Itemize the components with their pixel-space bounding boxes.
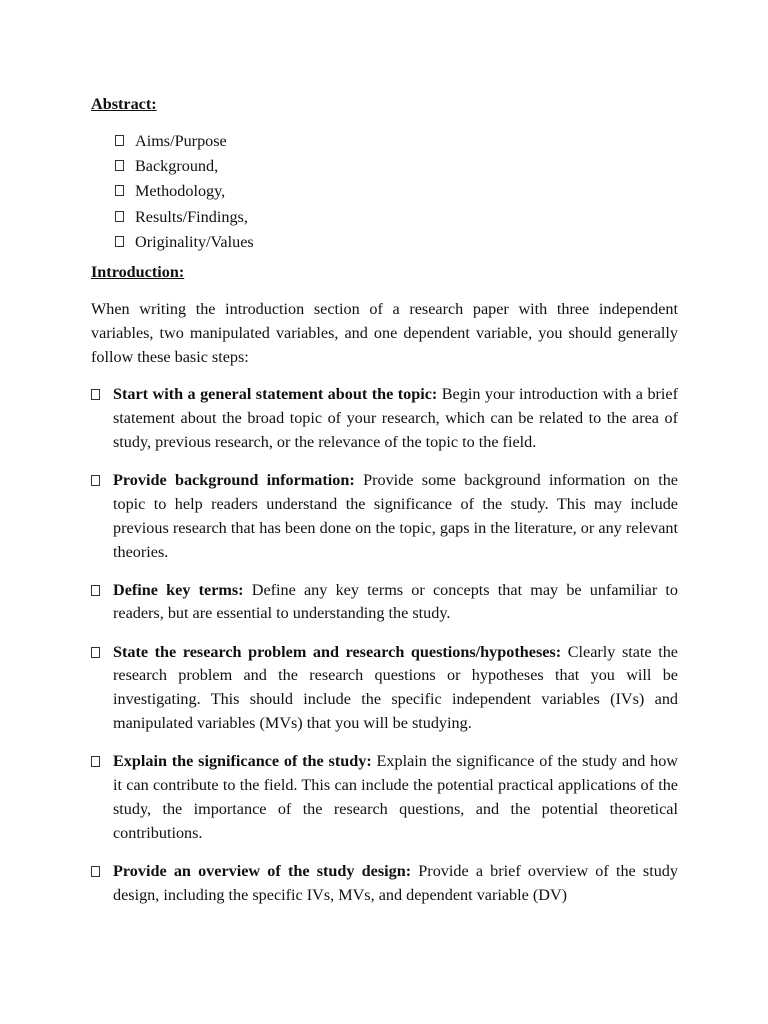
step-item (91, 641, 678, 736)
step-text: Provide a brief overview of the study design, including the specific IVs, MVs, and dependent variable (DV) (113, 861, 678, 904)
step-item (91, 579, 678, 627)
abstract-heading: Abstract: (91, 95, 157, 113)
bullet-box-icon (91, 866, 100, 877)
bullet-box-icon (91, 756, 100, 767)
step-term: Define key terms: (113, 580, 244, 599)
step-item (91, 860, 678, 908)
document-page (91, 93, 678, 922)
abstract-item-label: Results/Findings, (135, 207, 248, 226)
list-item (91, 154, 678, 179)
step-text: Begin your introduction with a brief statement about the broad topic of your research, which can be related to the area of study, previous research, or the relevance of the topic to the field. (113, 385, 678, 451)
step-text: Explain the significance of the study and how it can contribute to the field. This can include the potential practical applications of the study, the importance of the research questions, and the potential theoretical contributions. (113, 752, 678, 842)
list-item (91, 179, 678, 204)
bullet-box-icon (115, 160, 124, 171)
list-item (91, 205, 678, 230)
list-item (91, 129, 678, 154)
step-term: Start with a general statement about the topic: (113, 385, 438, 404)
abstract-item-label: Background, (135, 157, 219, 176)
abstract-item-label: Originality/Values (135, 232, 254, 251)
bullet-box-icon (115, 185, 124, 196)
step-text: Provide some background information on the topic to help readers understand the significance of the study. This may include previous research that has been done on the topic, gaps in the literature, or any relevant theories. (113, 471, 678, 561)
steps-list (91, 383, 678, 907)
bullet-box-icon (115, 135, 124, 146)
bullet-box-icon (115, 211, 124, 222)
step-term: Provide background information: (113, 471, 355, 490)
step-term: Explain the significance of the study: (113, 752, 372, 771)
step-text: Define any key terms or concepts that may be unfamiliar to readers, but are essential to understanding the study. (113, 580, 679, 623)
bullet-box-icon (91, 389, 100, 400)
step-item (91, 383, 678, 454)
list-item (91, 230, 678, 255)
step-term: Provide an overview of the study design: (113, 861, 412, 880)
step-term: State the research problem and research questions/hypotheses: (113, 642, 562, 661)
abstract-list (91, 129, 678, 255)
step-text: Clearly state the research problem and the research questions or hypotheses that you will be investigating. This should include the specific independent variables (IVs) and manipulated variables (MVs) that you will be studying. (113, 642, 678, 733)
step-item (91, 469, 678, 564)
bullet-box-icon (91, 585, 100, 596)
bullet-box-icon (91, 647, 100, 658)
bullet-box-icon (91, 475, 100, 486)
bullet-box-icon (115, 236, 124, 247)
introduction-paragraph: When writing the introduction section of a research paper with three independent variables, two manipulated variables, and one dependent variable, you should generally follow these basic steps: (91, 299, 678, 366)
step-item (91, 750, 678, 845)
abstract-item-label: Methodology, (135, 182, 226, 201)
abstract-item-label: Aims/Purpose (135, 132, 227, 150)
introduction-heading: Introduction: (91, 262, 185, 281)
